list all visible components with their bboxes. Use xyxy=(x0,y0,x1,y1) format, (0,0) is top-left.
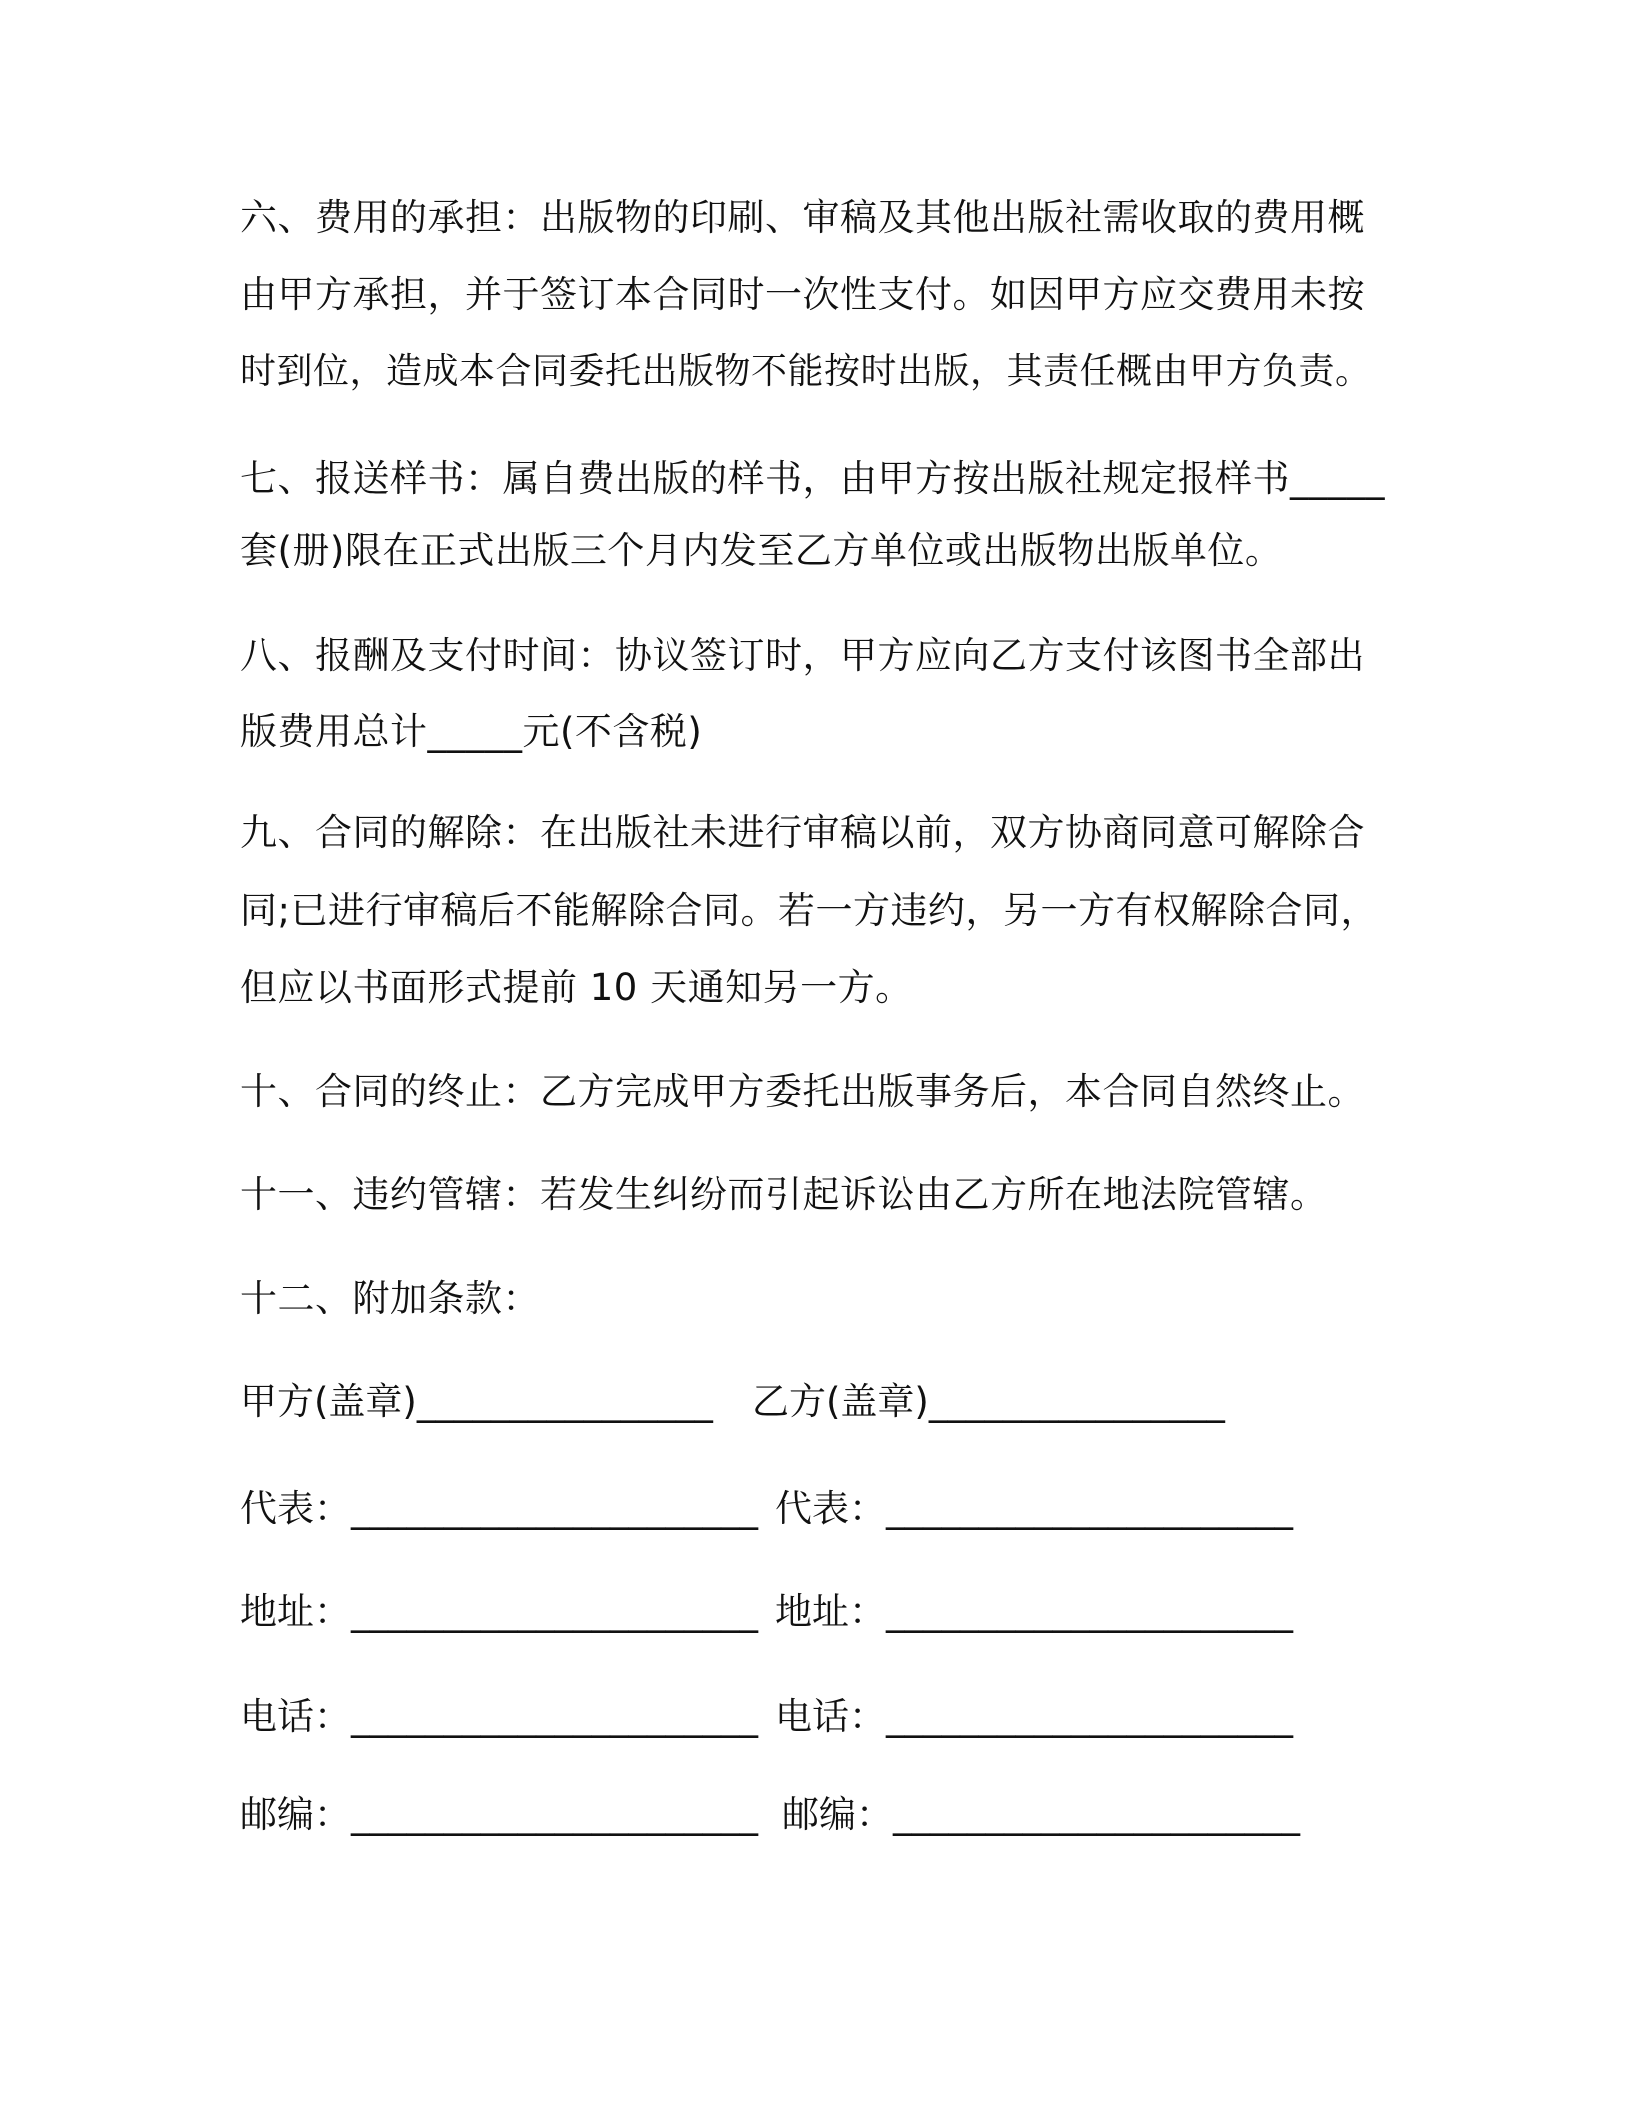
clause-6-line-2: 由甲方承担，并于签订本合同时一次性支付。如因甲方应交费用未按 xyxy=(240,273,1365,316)
party-a-address-field: 地址：______________________ xyxy=(240,1590,758,1633)
clause-8-line-1: 八、报酬及支付时间：协议签订时，甲方应向乙方支付该图书全部出 xyxy=(240,634,1365,677)
party-b-representative-field: 代表：______________________ xyxy=(775,1487,1293,1530)
party-a-postcode-field: 邮编：______________________ xyxy=(240,1793,758,1836)
clause-10-line-1: 十、合同的终止：乙方完成甲方委托出版事务后，本合同自然终止。 xyxy=(240,1070,1365,1113)
clause-9-line-1: 九、合同的解除：在出版社未进行审稿以前，双方协商同意可解除合 xyxy=(240,811,1365,854)
party-b-postcode-field: 邮编：______________________ xyxy=(782,1793,1300,1836)
clause-9-line-3: 但应以书面形式提前 10 天通知另一方。 xyxy=(240,966,913,1009)
party-a-phone-field: 电话：______________________ xyxy=(240,1695,758,1738)
clause-6-line-1: 六、费用的承担：出版物的印刷、审稿及其他出版社需收取的费用概 xyxy=(240,196,1365,239)
clause-8-line-2: 版费用总计_____元(不含税) xyxy=(240,710,703,753)
party-b-address-field: 地址：______________________ xyxy=(775,1590,1293,1633)
clause-7-line-2: 套(册)限在正式出版三个月内发至乙方单位或出版物出版单位。 xyxy=(240,529,1283,572)
clause-12-line-1: 十二、附加条款： xyxy=(240,1277,540,1320)
party-a-seal-field: 甲方(盖章)________________ xyxy=(240,1380,713,1423)
clause-11-line-1: 十一、违约管辖：若发生纠纷而引起诉讼由乙方所在地法院管辖。 xyxy=(240,1173,1328,1216)
clause-9-line-2: 同;已进行审稿后不能解除合同。若一方违约，另一方有权解除合同， xyxy=(240,889,1378,932)
party-b-phone-field: 电话：______________________ xyxy=(775,1695,1293,1738)
party-b-seal-field: 乙方(盖章)________________ xyxy=(752,1380,1225,1423)
clause-6-line-3: 时到位，造成本合同委托出版物不能按时出版，其责任概由甲方负责。 xyxy=(240,351,1372,392)
party-a-representative-field: 代表：______________________ xyxy=(240,1487,758,1530)
clause-7-line-1: 七、报送样书：属自费出版的样书，由甲方按出版社规定报样书_____ xyxy=(240,457,1385,500)
